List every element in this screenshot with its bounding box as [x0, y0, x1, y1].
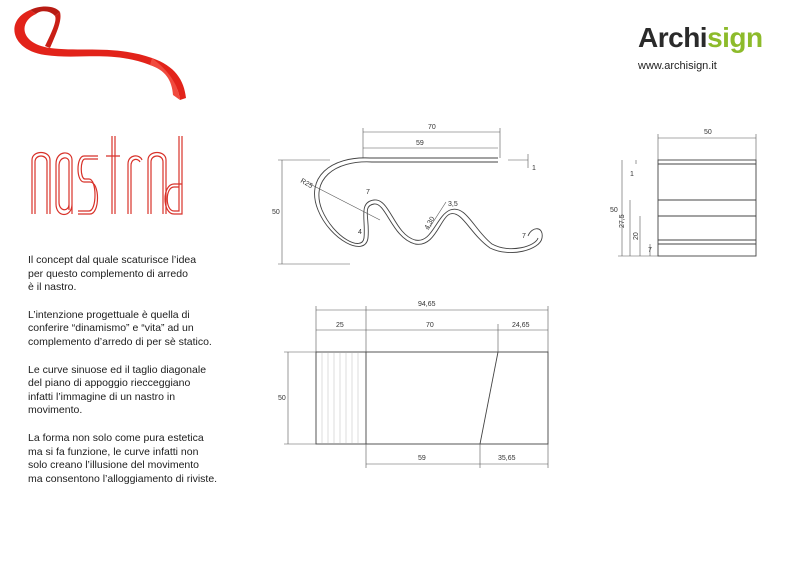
side-width-total: 70 — [428, 124, 436, 131]
side-radius-2: 7 — [366, 189, 370, 196]
top-right: 24,65 — [512, 322, 530, 329]
top-overall: 94,65 — [418, 301, 436, 308]
side-view-drawing — [270, 118, 560, 268]
side-width-top: 59 — [416, 140, 424, 147]
product-logotype — [26, 134, 186, 220]
side-radius-1: R25 — [299, 177, 314, 191]
front-height: 50 — [610, 207, 618, 214]
brand-url[interactable]: www.archisign.it — [638, 60, 717, 72]
side-height: 50 — [272, 209, 280, 216]
side-radius-4: 3,5 — [448, 201, 458, 208]
side-radius-3: 4 — [358, 229, 362, 236]
side-thickness: 1 — [532, 165, 536, 172]
brand-logo-part1: Archi — [638, 22, 708, 53]
front-width: 50 — [704, 129, 712, 136]
ribbon-illustration — [0, 0, 200, 120]
top-height: 50 — [278, 395, 286, 402]
brand-logo-text — [638, 22, 763, 54]
top-left: 25 — [336, 322, 344, 329]
description-paragraph-1: Il concept dal quale scaturisce l’idea per questo complemento di arredo è il nastro. — [28, 254, 197, 294]
description-paragraph-2: L’intenzione progettuale è quella di conferire “dinamismo” e “vita” ad un complemento d’arredo di per sè statico. — [28, 308, 212, 348]
top-view-drawing — [276, 296, 566, 476]
side-radius-5: 4,30 — [423, 215, 437, 231]
description — [28, 254, 243, 500]
top-bottom-left: 59 — [418, 455, 426, 462]
brand-logo[interactable] — [632, 18, 772, 78]
description-paragraph-4: La forma non solo come pura estetica ma si fa funzione, le curve infatti non solo creano l’illusione del movimento ma consentono l’alloggiamento di riviste. — [28, 431, 218, 485]
top-middle: 70 — [426, 322, 434, 329]
product-name-text: nastro — [26, 134, 29, 135]
side-radius-6: 7 — [522, 233, 526, 240]
description-paragraph-3: Le curve sinuose ed il taglio diagonale del piano di appoggio riecceggiano infatti l’immagine di un nastro in movimento. — [28, 363, 207, 417]
front-d1: 1 — [630, 171, 634, 178]
front-d3: 20 — [633, 232, 640, 240]
front-view-drawing — [600, 120, 770, 270]
front-d2: 27,5 — [619, 214, 626, 228]
front-d4: 7 — [648, 247, 652, 254]
top-bottom-right: 35,65 — [498, 455, 516, 462]
brand-logo-part2: sign — [707, 22, 763, 53]
